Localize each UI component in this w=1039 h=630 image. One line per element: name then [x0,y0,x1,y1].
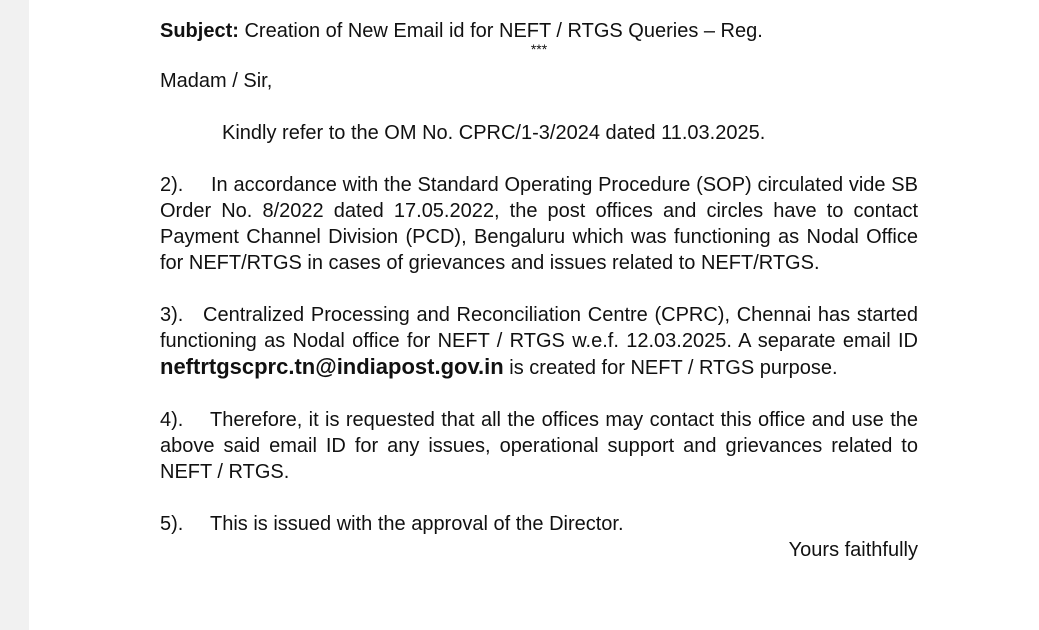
page-margin-strip [0,0,29,630]
subject-label: Subject: [160,20,239,42]
paragraph-3 [160,302,918,381]
paragraph-5-number: 5). [160,513,184,535]
salutation: Madam / Sir, [160,70,273,92]
email-address: neftrtgscprc.tn@indiapost.gov.in [160,354,504,379]
paragraph-3-number: 3). [160,304,184,326]
paragraph-2 [160,172,918,276]
reference-line: Kindly refer to the OM No. CPRC/1-3/2024 dated 11.03.2025. [222,122,766,144]
paragraph-2-number: 2). [160,174,184,196]
signoff: Yours faithfully [788,539,918,561]
subject-text: Creation of New Email id for NEFT / RTGS Queries – Reg. [244,20,763,42]
paragraph-2-text: In accordance with the Standard Operating Procedure (SOP) circulated vide SB Order No. 8/2022 dated 17.05.2022, the post offices and circles have to contact Payment Channel Division (PCD), Bengaluru which was functioning as Nodal Office for NEFT/RTGS in cases of grievances and issues related to NEFT/RTGS. [160,174,918,274]
paragraph-3-text-before: Centralized Processing and Reconciliation Centre (CPRC), Chennai has started functioning as Nodal office for NEFT / RTGS w.e.f. 12.03.2025. A separate email ID [160,304,918,352]
subject-separator: *** [530,41,548,57]
paragraph-4-number: 4). [160,409,184,431]
paragraph-4-text: Therefore, it is requested that all the offices may contact this office and use the above said email ID for any issues, operational support and grievances related to NEFT / RTGS. [160,409,918,483]
paragraph-4 [160,407,918,485]
paragraph-3-text-after: is created for NEFT / RTGS purpose. [509,357,838,379]
paragraph-5-text: This is issued with the approval of the Director. [210,513,624,535]
paragraph-5 [160,511,918,537]
document-page [160,18,918,563]
